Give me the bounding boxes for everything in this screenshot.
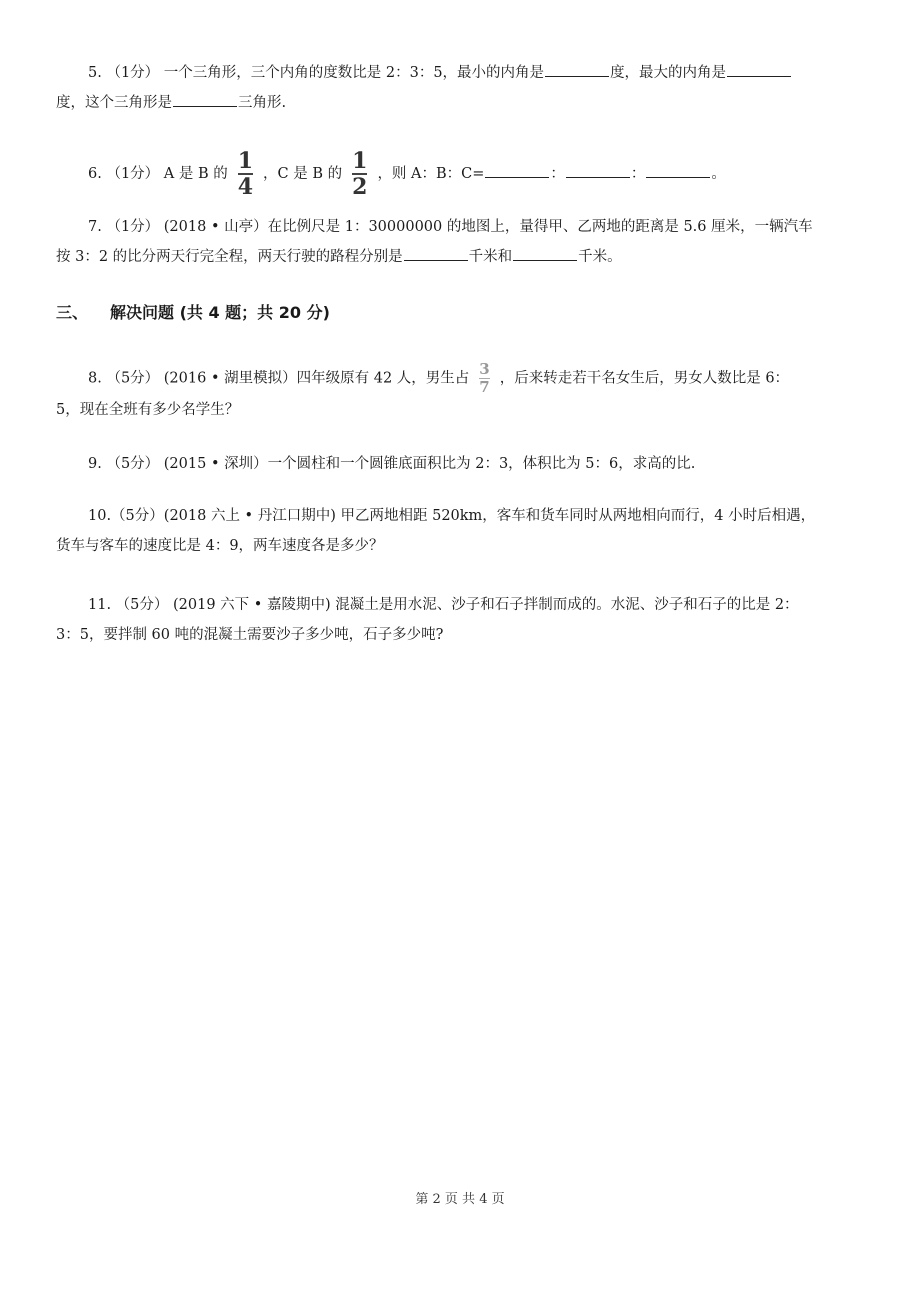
q11-text-1: 11. （5分） (2019 六下 • 嘉陵期中) 混凝土是用水泥、沙子和石子拌制而成的。水泥、沙子和石子的比是 2： bbox=[88, 597, 799, 613]
q8-text-3: 5，现在全班有多少名学生？ bbox=[56, 402, 240, 418]
q11-text-2: 3：5，要拌制 60 吨的混凝土需要沙子多少吨，石子多少吨? bbox=[56, 627, 444, 643]
q7-blank-day1 bbox=[404, 246, 468, 261]
q6-text-3: ，则 A：B：C= bbox=[377, 166, 485, 182]
question-11 bbox=[56, 590, 866, 650]
q6-frac1-denominator: 4 bbox=[237, 174, 254, 200]
q6-text-2: ，C 是 B 的 bbox=[263, 166, 343, 182]
q5-text-4: 三角形. bbox=[238, 95, 287, 111]
q5-text-2: 度，最大的内角是 bbox=[610, 65, 727, 81]
page-footer: 第 2 页 共 4 页 bbox=[415, 1192, 505, 1207]
q6-end: 。 bbox=[711, 166, 726, 182]
q7-text-2: 按 3：2 的比分两天行完全程，两天行驶的路程分别是 bbox=[56, 249, 403, 265]
question-5 bbox=[56, 58, 866, 118]
section-title: 解决问题 (共 4 题；共 20 分) bbox=[110, 303, 330, 322]
q6-blank-a bbox=[485, 163, 549, 178]
q7-blank-day2 bbox=[513, 246, 577, 261]
q10-text-2: 货车与客车的速度比是 4：9，两车速度各是多少？ bbox=[56, 538, 384, 554]
q6-text-1: 6. （1分） A 是 B 的 bbox=[88, 166, 228, 182]
q5-blank-largest-angle bbox=[727, 62, 791, 77]
q7-text-1: 7. （1分） (2018 • 山亭）在比例尺是 1：30000000 的地图上，量得甲、乙两地的距离是 5.6 厘米，一辆汽车 bbox=[88, 219, 813, 235]
section-number: 三、 bbox=[56, 303, 89, 322]
q5-blank-smallest-angle bbox=[545, 62, 609, 77]
q8-text-2: ，后来转走若干名女生后，男女人数比是 6： bbox=[499, 370, 790, 387]
q7-text-4: 千米。 bbox=[578, 249, 622, 265]
q8-frac-denominator: 7 bbox=[479, 378, 490, 396]
q5-text-3: 度，这个三角形是 bbox=[56, 95, 172, 111]
question-7 bbox=[56, 212, 866, 272]
q6-blank-b bbox=[566, 163, 630, 178]
section-heading bbox=[56, 298, 330, 328]
q7-text-3: 千米和 bbox=[468, 249, 513, 265]
q8-text-1: 8. （5分） (2016 • 湖里模拟）四年级原有 42 人，男生占 bbox=[88, 370, 470, 387]
question-10 bbox=[56, 501, 866, 561]
q6-sep-2: ： bbox=[630, 166, 646, 182]
question-9 bbox=[56, 449, 866, 479]
q6-blank-c bbox=[646, 163, 710, 178]
q5-blank-triangle-type bbox=[173, 92, 237, 107]
q8-frac-numerator: 3 bbox=[479, 360, 490, 378]
q6-fraction-1 bbox=[238, 150, 253, 198]
question-6 bbox=[56, 150, 866, 198]
question-8 bbox=[56, 362, 866, 425]
q6-fraction-2 bbox=[352, 150, 367, 198]
q5-text-1: 5. （1分） 一个三角形，三个内角的度数比是 2：3：5，最小的内角是 bbox=[88, 65, 545, 81]
q6-sep-1: ： bbox=[550, 166, 565, 182]
q10-text-1: 10.（5分）(2018 六上 • 丹江口期中) 甲乙两地相距 520km，客车和货车同时从两地相向而行，4 小时后相遇， bbox=[88, 508, 816, 524]
q6-frac1-numerator: 1 bbox=[237, 148, 254, 174]
q8-fraction bbox=[479, 362, 489, 395]
q6-frac2-numerator: 1 bbox=[352, 148, 368, 174]
q6-frac2-denominator: 2 bbox=[352, 174, 368, 200]
q9-text: 9. （5分） (2015 • 深圳）一个圆柱和一个圆锥底面积比为 2：3，体积比为 5：6，求高的比. bbox=[88, 456, 696, 472]
